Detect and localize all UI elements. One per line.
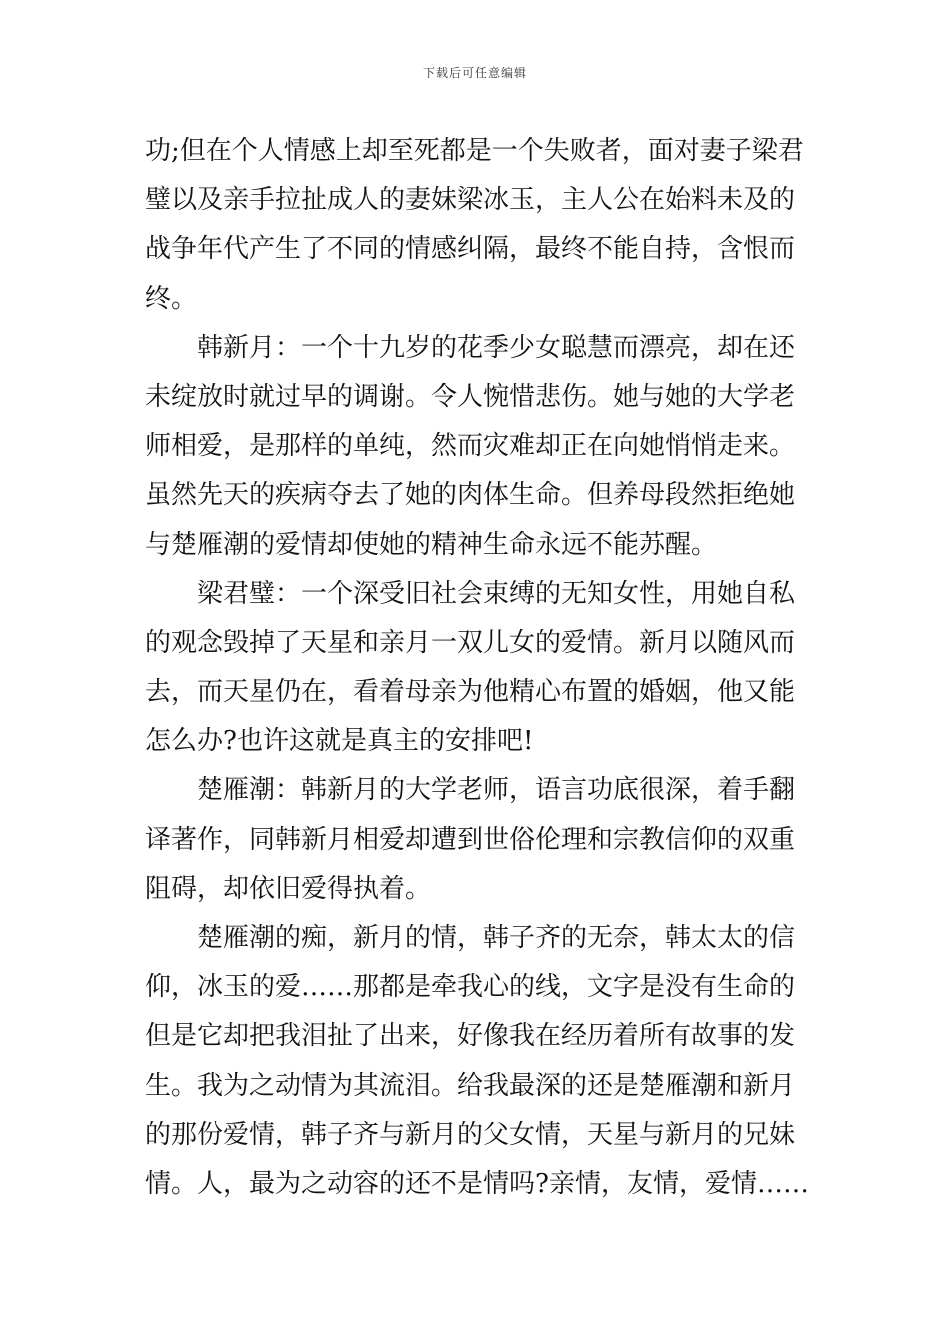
paragraph-line: 但是它却把我泪扯了出来，好像我在经历着所有故事的发 xyxy=(145,1021,796,1052)
paragraph-line: 去，而天星仍在，看着母亲为他精心布置的婚姻，他又能 xyxy=(145,677,796,708)
paragraph-line: 虽然先天的疾病夺去了她的肉体生命。但养母段然拒绝她 xyxy=(145,480,796,511)
paragraph-line: 璧以及亲手拉扯成人的妻妹梁冰玉，主人公在始料未及的 xyxy=(145,185,796,216)
paragraph-line: 怎么办?也许这就是真主的安排吧! xyxy=(145,726,534,757)
page-header: 下载后可任意编辑 xyxy=(422,66,527,80)
paragraph-line: 师相爱，是那样的单纯，然而灾难却正在向她悄悄走来。 xyxy=(145,431,796,462)
document-body xyxy=(145,127,809,1209)
paragraph-line: 战争年代产生了不同的情感纠隔，最终不能自持，含恨而 xyxy=(145,234,796,265)
paragraph-line: 楚雁潮：韩新月的大学老师，语言功底很深，着手翻 xyxy=(197,775,796,806)
paragraph-line: 终。 xyxy=(145,283,198,314)
paragraph-line: 楚雁潮的痴，新月的情，韩子齐的无奈，韩太太的信 xyxy=(197,923,796,953)
paragraph-line: 生。我为之动情为其流泪。给我最深的还是楚雁潮和新月 xyxy=(145,1070,796,1101)
paragraph-line: 功;但在个人情感上却至死都是一个失败者，面对妻子梁君 xyxy=(145,136,804,166)
paragraph-line: 阻碍，却依旧爱得执着。 xyxy=(145,873,432,904)
paragraph-line: 译著作，同韩新月相爱却遭到世俗伦理和宗教信仰的双重 xyxy=(145,824,796,855)
paragraph-line: 未绽放时就过早的调谢。令人惋惜悲伤。她与她的大学老 xyxy=(145,381,796,412)
paragraph-line: 的观念毁掉了天星和亲月一双儿女的爱情。新月以随风而 xyxy=(145,627,796,658)
paragraph-line: 仰，冰玉的爱……那都是牵我心的线，文字是没有生命的 xyxy=(145,972,796,1003)
paragraph-line: 情。人，最为之动容的还不是情吗?亲情，友情，爱情…… xyxy=(145,1168,809,1199)
paragraph-line: 梁君璧：一个深受旧社会束缚的无知女性，用她自私 xyxy=(197,578,796,609)
paragraph-line: 的那份爱情，韩子齐与新月的父女情，天星与新月的兄妹 xyxy=(145,1119,796,1150)
paragraph-line: 与楚雁潮的爱情却使她的精神生命永远不能苏醒。 xyxy=(145,529,718,560)
paragraph-line: 韩新月：一个十九岁的花季少女聪慧而漂亮，却在还 xyxy=(197,332,796,363)
